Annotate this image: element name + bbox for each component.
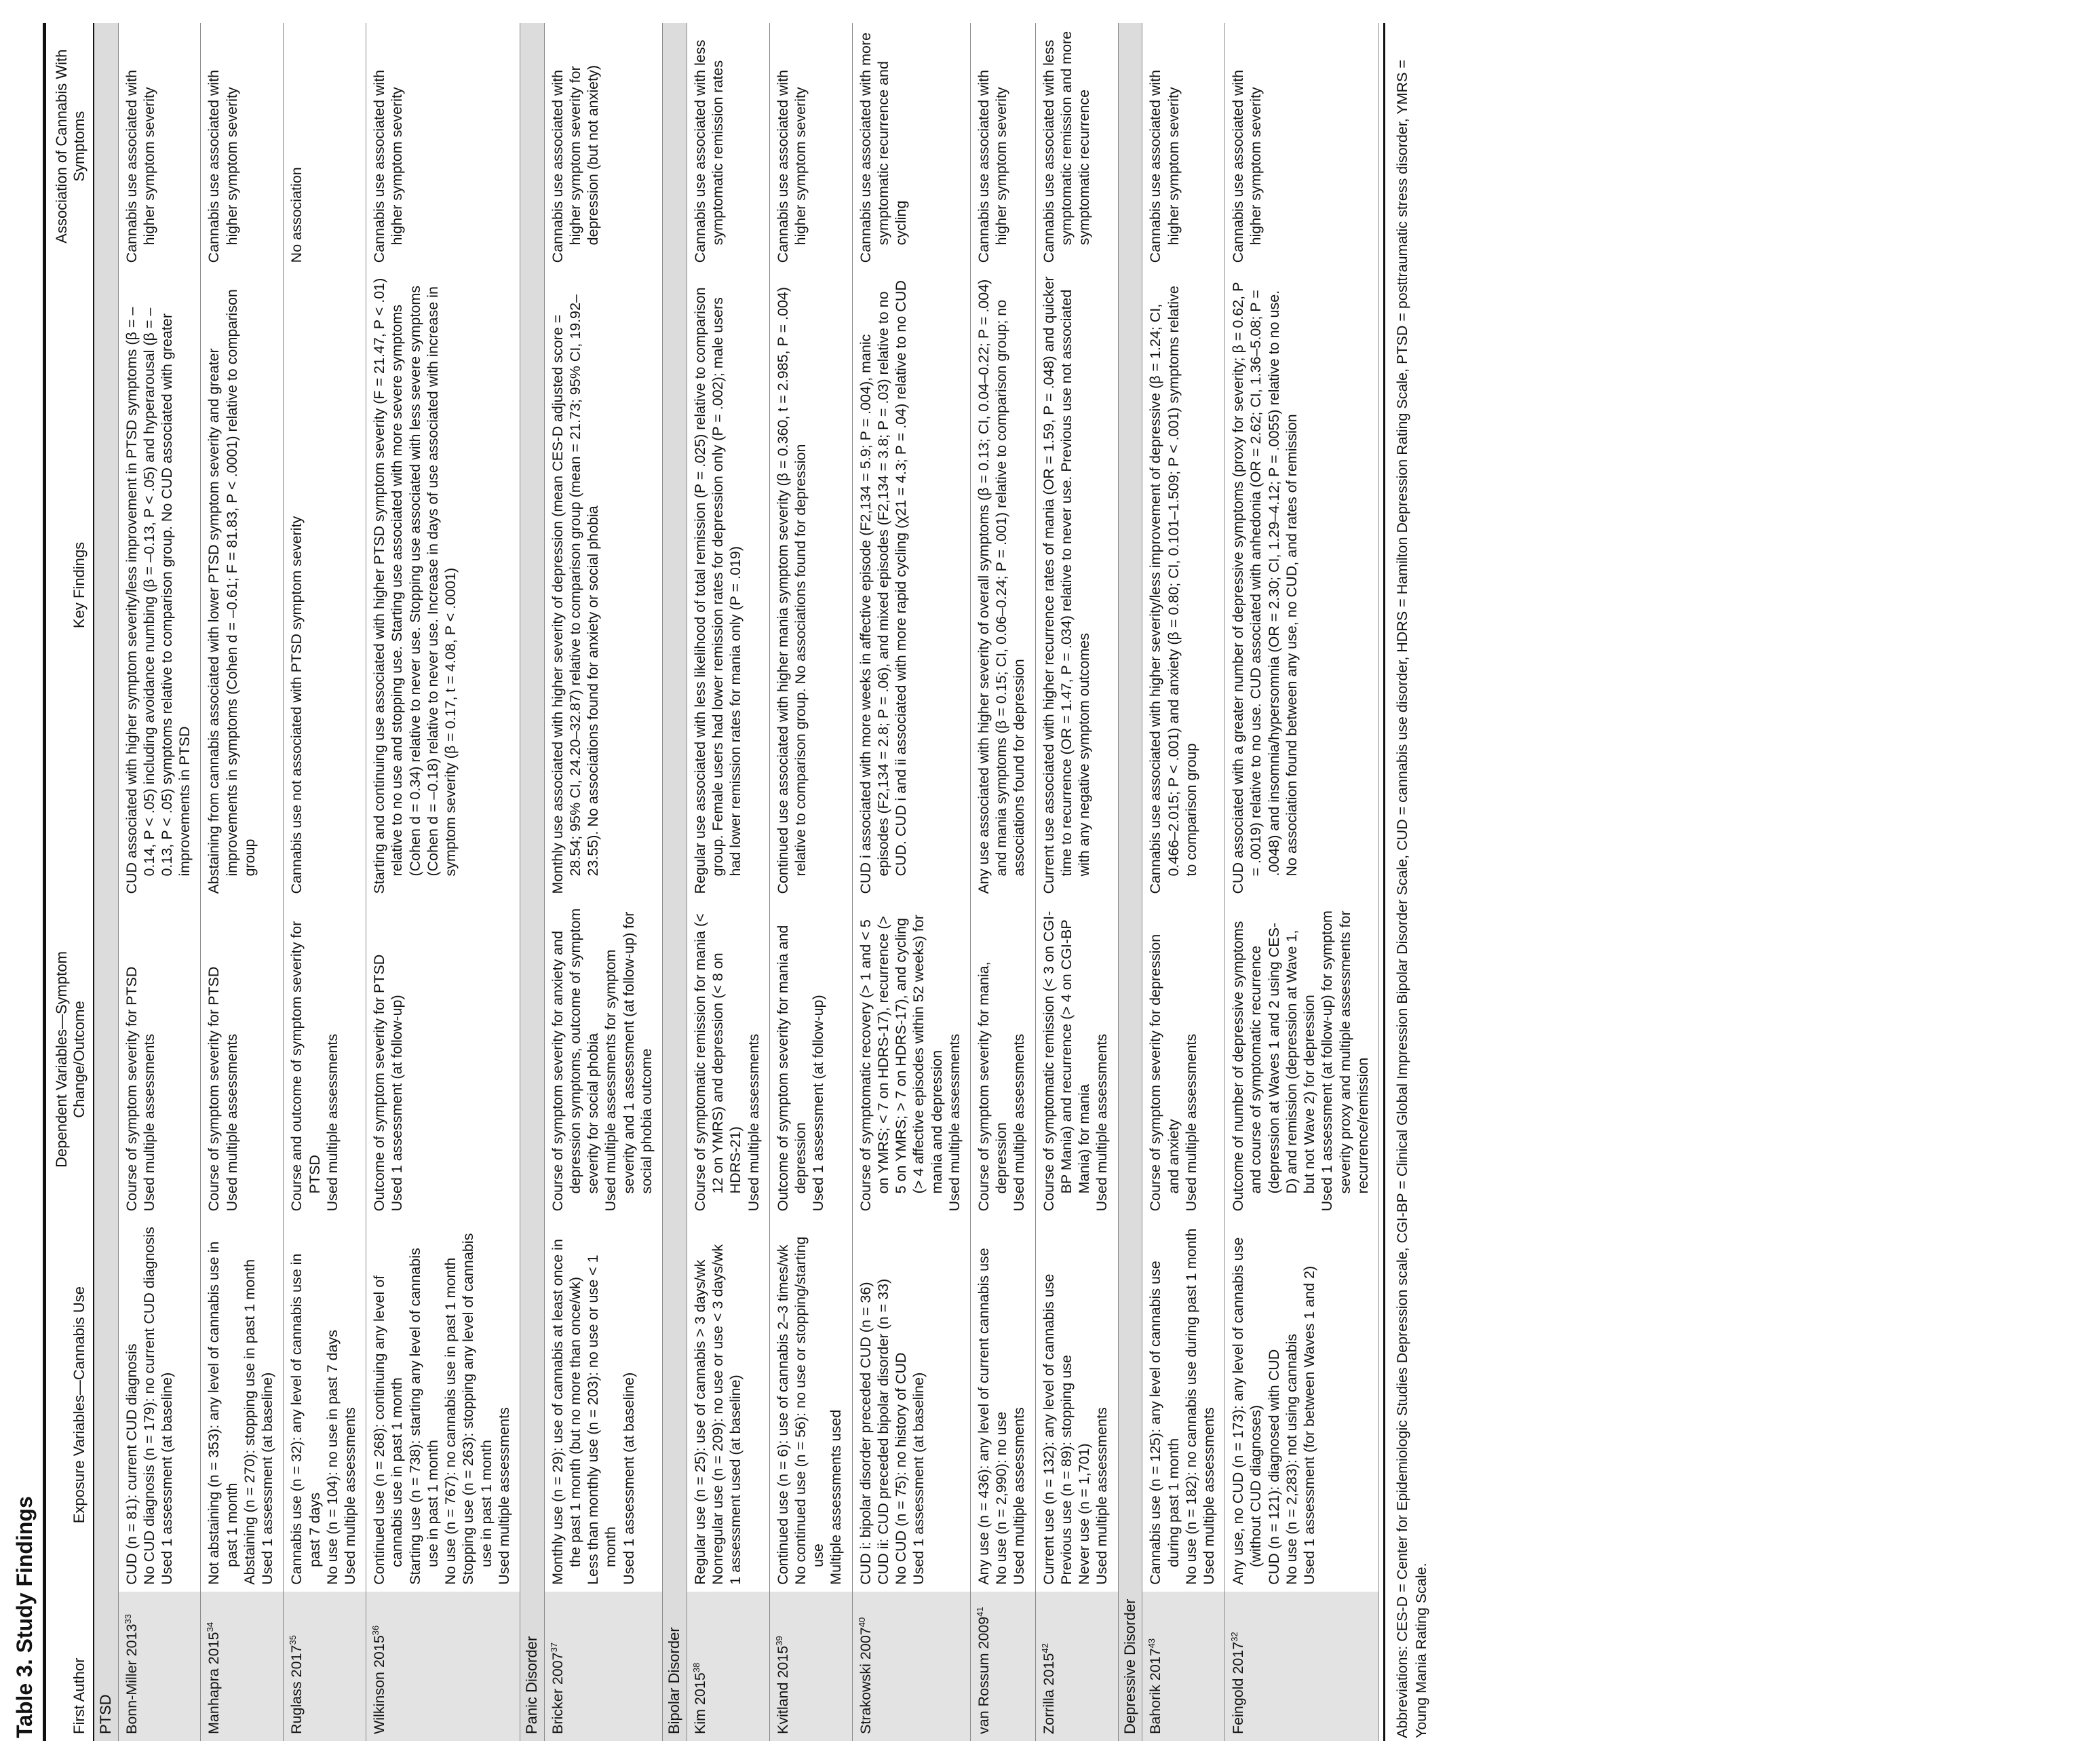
cell-line: Continued use associated with higher mania symptom severity (β = 0.360, t = 2.985, P = .004) relative to comparison group. No associations found for depression <box>774 286 809 894</box>
cell-line: Any use (n = 436): any level of current cannabis use <box>976 1248 992 1585</box>
cell-line: CUD associated with higher symptom severity/less improvement in PTSD symptoms (β = –0.14, P < .05) including avoidance numbing (β = –0.13, P < .05) and hyperarousal (β = –0.13, P < .05) symptoms relative to comparison group. No CUD associated with greater improvements in PTSD <box>123 307 193 894</box>
cell-line: No use (n = 767): no cannabis use in past 1 month <box>442 1257 459 1585</box>
reference-number: 32 <box>1229 1632 1240 1642</box>
cell-line: No use (n = 2,283): not using cannabis <box>1283 1333 1300 1585</box>
exposure-cell <box>687 1218 769 1591</box>
reference-number: 38 <box>691 1662 701 1673</box>
table-row <box>544 23 662 1741</box>
first-author-cell <box>118 1592 201 1741</box>
cell-line: Used 1 assessment (for between Waves 1 and 2) <box>1301 1265 1318 1585</box>
cell-line: Used multiple assessments <box>324 1033 341 1212</box>
section-label: Depressive Disorder <box>1118 23 1142 1741</box>
table-row <box>1142 23 1225 1741</box>
dependent-cell <box>366 901 520 1219</box>
exposure-cell <box>201 1218 284 1591</box>
cell-line: Used 1 assessment (at baseline) <box>620 1372 637 1585</box>
cell-line: Previous use (n = 89): stopping use <box>1058 1355 1075 1585</box>
reference-number: 34 <box>205 1622 216 1632</box>
key-findings-cell <box>1225 269 1379 900</box>
association-cell <box>852 23 970 269</box>
exposure-cell <box>544 1218 662 1591</box>
cell-line: No association <box>288 167 305 263</box>
cell-line: CUD i: bipolar disorder preceded CUD (n = 36) <box>857 1282 874 1585</box>
cell-line: Used multiple assessments <box>140 1033 157 1212</box>
cell-line: CUD (n = 121): diagnosed with CUD <box>1265 1349 1282 1585</box>
cell-line: CUD (n = 81): current CUD diagnosis <box>123 1343 140 1585</box>
cell-line: Used multiple assessments <box>342 1407 359 1585</box>
column-header-association: Association of Cannabis With Symptoms <box>49 23 94 269</box>
cell-line: Stopping use (n = 263): stopping any level of cannabis use in past 1 month <box>460 1233 495 1585</box>
reference-number: 37 <box>548 1642 559 1653</box>
cell-line: No use (n = 104): no use in past 7 days <box>324 1329 341 1585</box>
key-findings-cell <box>201 269 284 900</box>
cell-line: Less than monthly use (n = 203): no use or use < 1 month <box>585 1254 619 1585</box>
table-row <box>852 23 970 1741</box>
cell-line: No CUD (n = 75): no history of CUD <box>893 1352 910 1585</box>
cell-line: Cannabis use associated with higher symptom severity <box>123 69 157 263</box>
reference-number: 40 <box>856 1617 867 1628</box>
key-findings-cell <box>687 269 769 900</box>
author-name: Wilkinson 2015 <box>371 1635 388 1734</box>
first-author-cell <box>852 1592 970 1741</box>
cell-line: Current use associated with higher recurrence rates of mania (OR = 1.59, P = .048) and quicker time to recurrence (OR = 1.47, P = .034) relative to never use. Previous use not associated with any negative symptom outcomes <box>1040 276 1093 894</box>
section-label: PTSD <box>94 23 118 1741</box>
reference-number: 43 <box>1146 1638 1157 1649</box>
table-row <box>284 23 366 1741</box>
dependent-cell <box>769 901 852 1219</box>
table-row <box>201 23 284 1741</box>
first-author-cell <box>1225 1592 1379 1741</box>
exposure-cell <box>366 1218 520 1591</box>
cell-line: Cannabis use associated with higher symptom severity <box>371 69 406 263</box>
author-name: van Rossum 2009 <box>976 1616 992 1734</box>
first-author-cell <box>544 1592 662 1741</box>
cell-line: Used 1 assessment (at follow-up) <box>810 995 827 1212</box>
table-row <box>118 23 201 1741</box>
cell-line: Continued use (n = 268): continuing any level of cannabis use in past 1 month <box>371 1275 406 1585</box>
key-findings-cell <box>284 269 366 900</box>
exposure-cell <box>1225 1218 1379 1591</box>
author-name: Kvitland 2015 <box>774 1645 791 1734</box>
cell-line: Used multiple assessments <box>1011 1407 1028 1585</box>
reference-number: 35 <box>288 1635 298 1645</box>
cell-line: Cannabis use (n = 32): any level of cannabis use in past 7 days <box>288 1253 323 1585</box>
exposure-cell <box>284 1218 366 1591</box>
cell-line: Cannabis use associated with higher symptom severity for depression (but not anxiety) <box>549 64 602 263</box>
cell-line: Outcome of symptom severity for PTSD <box>371 954 388 1212</box>
association-cell <box>284 23 366 269</box>
section-header-row <box>94 23 118 1741</box>
table-body <box>94 23 1379 1741</box>
first-author-cell <box>971 1592 1036 1741</box>
cell-line: Never use (n = 1,701) <box>1076 1443 1093 1585</box>
cell-line: Used multiple assessments <box>946 1033 963 1212</box>
cell-line: Course of symptom severity for anxiety and depression symptoms, outcome of symptom severity for social phobia <box>549 908 602 1212</box>
key-findings-cell <box>769 269 852 900</box>
cell-line: No use (n = 182): no cannabis use during past 1 month <box>1182 1228 1199 1585</box>
cell-line: Course of symptomatic remission for mania (< 12 on YMRS) and depression (< 8 on HDRS-21) <box>691 913 744 1212</box>
reference-number: 39 <box>773 1636 784 1646</box>
cell-line: Used 1 assessment (at baseline) <box>159 1372 176 1585</box>
association-cell <box>769 23 852 269</box>
association-cell <box>118 23 201 269</box>
cell-line: Used multiple assessments <box>1094 1033 1111 1212</box>
first-author-cell <box>769 1592 852 1741</box>
cell-line: Used multiple assessments <box>495 1407 512 1585</box>
cell-line: Regular use (n = 25): use of cannabis > 3 days/wk <box>691 1259 708 1585</box>
cell-line: Used 1 assessment (at follow-up) for symptom severity proxy and multiple assessments for recurrence/remission <box>1319 910 1371 1212</box>
cell-line: Cannabis use associated with higher symptom severity <box>1147 69 1182 263</box>
first-author-cell <box>1035 1592 1118 1741</box>
association-cell <box>1035 23 1118 269</box>
cell-line: Course of symptom severity for PTSD <box>123 966 140 1212</box>
association-cell <box>366 23 520 269</box>
first-author-cell <box>1142 1592 1225 1741</box>
cell-line: Continued use (n = 6): use of cannabis 2–3 times/wk <box>774 1244 791 1585</box>
cell-line: Course and outcome of symptom severity for PTSD <box>288 921 323 1212</box>
key-findings-cell <box>118 269 201 900</box>
cell-line: 1 assessment used (at baseline) <box>727 1375 744 1585</box>
cell-line: Used multiple assessments <box>223 1033 240 1212</box>
reference-number: 42 <box>1039 1643 1050 1653</box>
section-header-row <box>1118 23 1142 1741</box>
cell-line: Used 1 assessment (at follow-up) <box>389 995 406 1212</box>
reference-number: 41 <box>974 1607 985 1617</box>
abbreviations-footnote: Abbreviations: CES-D = Center for Epidemiologic Studies Depression scale, CGI-BP = Clinical Global Impression Bipolar Disorder Scale, CUD = cannabis use disorder, HDRS = Hamilton Depression Rating Scale, PTSD = posttraumatic stress disorder, YMRS = Young Mania Rating Scale. <box>1383 23 1431 1741</box>
cell-line: CUD i associated with more weeks in affective episode (F2,134 = 5.9; P = .004), manic episodes (F2,134 = 2.8; P = .06), and mixed episodes (F2,134 = 3.8; P = .03) relative to no CUD. CUD i and ii associated with more rapid cycling (χ21 = 4.3; P = .04) relative to no CUD <box>857 280 910 894</box>
cell-line: Used multiple assessments <box>1182 1033 1199 1212</box>
cell-line: Cannabis use associated with less symptomatic remission rates <box>691 39 727 263</box>
cell-line: Outcome of number of depressive symptoms and course of symptomatic recurrence (depression at Waves 1 and 2 using CES-D) and remission (depression at Wave 1, but not Wave 2) for depression <box>1230 921 1318 1212</box>
table-row <box>769 23 852 1741</box>
dependent-cell <box>118 901 201 1219</box>
dependent-cell <box>1225 901 1379 1219</box>
cell-line: Regular use associated with less likelihood of total remission (P = .025) relative to comparison group. Female users had lower remission rates for depression only (P = .002); male users had lower remission rates for mania only (P = .019) <box>691 287 744 894</box>
cell-line: No continued use (n = 56): no use or stopping/starting use <box>792 1236 827 1585</box>
cell-line: Abstaining from cannabis associated with lower PTSD symptom severity and greater improvements in symptoms (Cohen d = –0.61; F = 81.83, P < .0001) relative to comparison group <box>206 289 258 894</box>
cell-line: Cannabis use not associated with PTSD symptom severity <box>288 516 305 894</box>
section-label: Bipolar Disorder <box>663 23 687 1741</box>
cell-line: Used 1 assessment (at baseline) <box>259 1372 276 1585</box>
dependent-cell <box>1142 901 1225 1219</box>
dependent-cell <box>852 901 970 1219</box>
cell-line: Cannabis use associated with higher symptom severity <box>774 69 809 263</box>
key-findings-cell <box>1035 269 1118 900</box>
table-row <box>366 23 520 1741</box>
cell-line: Used multiple assessments for symptom severity and 1 assessment (at follow-up) for social phobia outcome <box>602 911 655 1212</box>
cell-line: Course of symptomatic recovery (> 1 and < 5 on YMRS; < 7 on HDRS-17), recurrence (> 5 on YMRS; > 7 on HDRS-17), and cycling (> 4 affective episodes within 52 weeks) for mania and depression <box>857 915 945 1212</box>
cell-line: Cannabis use associated with more symptomatic recurrence and cycling <box>857 32 910 263</box>
association-cell <box>544 23 662 269</box>
section-label: Panic Disorder <box>520 23 544 1741</box>
column-header-first-author: First Author <box>49 1592 94 1741</box>
table-row <box>1225 23 1379 1741</box>
dependent-cell <box>687 901 769 1219</box>
cell-line: Cannabis use associated with less symptomatic remission and more symptomatic recurrence <box>1040 31 1093 263</box>
exposure-cell <box>1142 1218 1225 1591</box>
table-row <box>687 23 769 1741</box>
section-header-row <box>520 23 544 1741</box>
association-cell <box>971 23 1036 269</box>
study-findings-table <box>49 23 1379 1741</box>
first-author-cell <box>284 1592 366 1741</box>
first-author-cell <box>201 1592 284 1741</box>
dependent-cell <box>201 901 284 1219</box>
key-findings-cell <box>544 269 662 900</box>
cell-line: Used multiple assessments <box>1011 1033 1028 1212</box>
cell-line: Used 1 assessment (at baseline) <box>910 1372 927 1585</box>
column-header-exposure: Exposure Variables—Cannabis Use <box>49 1218 94 1591</box>
cell-line: Not abstaining (n = 353): any level of cannabis use in past 1 month <box>206 1241 240 1585</box>
cell-line: CUD associated with a greater number of depressive symptoms (proxy for severity; β = 0.62, P = .0019) relative to no use. CUD associated with anhedonia (OR = 2.62; CI, 1.36–5.08; P = .0048) and insomnia/hypersomnia (OR = 2.30; CI, 1.29–4.12; P = .0055) relative to no use. No association found between any use, no CUD, and rates of remission <box>1230 282 1300 894</box>
author-name: Bricker 2007 <box>549 1652 566 1734</box>
author-name: Kim 2015 <box>691 1672 708 1734</box>
association-cell <box>201 23 284 269</box>
dependent-cell <box>544 901 662 1219</box>
exposure-cell <box>852 1218 970 1591</box>
dependent-cell <box>971 901 1036 1219</box>
cell-line: Cannabis use associated with higher symptom severity <box>206 69 240 263</box>
exposure-cell <box>118 1218 201 1591</box>
cell-line: Used multiple assessments <box>1201 1407 1218 1585</box>
cell-line: No CUD diagnosis (n = 179): no current CUD diagnosis <box>140 1227 157 1585</box>
cell-line: Course of symptom severity for mania, depression <box>976 961 1010 1212</box>
reference-number: 33 <box>122 1614 133 1624</box>
cell-line: CUD ii: CUD preceded bipolar disorder (n = 33) <box>874 1278 891 1585</box>
cell-line: Cannabis use associated with higher severity/less improvement of depressive (β = 1.24; CI, 0.466–2.015; P < .001) and anxiety (β = 0.80; CI, 0.101–1.509; P < .001) symptoms relative to comparison group <box>1147 286 1199 894</box>
cell-line: Multiple assessments used <box>828 1409 845 1585</box>
exposure-cell <box>971 1218 1036 1591</box>
author-name: Bahorik 2017 <box>1147 1648 1164 1734</box>
cell-line: Cannabis use associated with higher symptom severity <box>1230 69 1265 263</box>
table-header <box>49 23 94 1741</box>
column-header-dependent: Dependent Variables—Symptom Change/Outcome <box>49 901 94 1219</box>
key-findings-cell <box>971 269 1036 900</box>
author-name: Bonn-Miller 2013 <box>123 1624 140 1734</box>
dependent-cell <box>1035 901 1118 1219</box>
author-name: Feingold 2017 <box>1230 1641 1247 1734</box>
association-cell <box>687 23 769 269</box>
key-findings-cell <box>366 269 520 900</box>
cell-line: Abstaining (n = 270): stopping use in past 1 month <box>241 1259 258 1585</box>
author-name: Ruglass 2017 <box>288 1645 305 1734</box>
cell-line: Any use associated with higher severity of overall symptoms (β = 0.13; CI, 0.04–0.22; P = .004) and mania symptoms (β = 0.15; CI, 0.06–0.24; P = .001) relative to comparison group; no associations found for depression <box>976 279 1028 894</box>
first-author-cell <box>366 1592 520 1741</box>
cell-line: Course of symptom severity for depression and anxiety <box>1147 934 1182 1212</box>
table-row <box>1035 23 1118 1741</box>
cell-line: Monthly use (n = 29): use of cannabis at least once in the past 1 month (but no more than once/wk) <box>549 1239 584 1585</box>
cell-line: No use (n = 2,990): no use <box>993 1411 1010 1585</box>
column-header-key-findings: Key Findings <box>49 269 94 900</box>
author-name: Zorrilla 2015 <box>1040 1653 1057 1734</box>
reference-number: 36 <box>370 1625 381 1636</box>
exposure-cell <box>1035 1218 1118 1591</box>
first-author-cell <box>687 1592 769 1741</box>
cell-line: Cannabis use (n = 125): any level of cannabis use during past 1 month <box>1147 1261 1182 1585</box>
cell-line: Any use, no CUD (n = 173): any level of cannabis use (without CUD diagnoses) <box>1230 1237 1265 1585</box>
key-findings-cell <box>1142 269 1225 900</box>
author-name: Manhapra 2015 <box>206 1632 223 1734</box>
author-name: Strakowski 2007 <box>857 1627 874 1734</box>
cell-line: Used multiple assessments <box>1094 1407 1111 1585</box>
cell-line: Course of symptomatic remission (< 3 on CGI-BP Mania) and recurrence (> 4 on CGI-BP Mania) for mania <box>1040 910 1093 1212</box>
cell-line: Starting and continuing use associated with higher PTSD symptom severity (F = 21.47, P < .01) relative to no use and stopping use. Starting use associated with more severe symptoms (Cohen d = 0.34) relative to never use. Stopping use associated with less severe symptoms (Cohen d = –0.18) relative to never use. Increase in days of use associated with increase in symptom severity (β = 0.17, t = 4.08, P < .0001) <box>371 277 459 894</box>
cell-line: Used multiple assessments <box>745 1033 762 1212</box>
cell-line: Outcome of symptom severity for mania and depression <box>774 925 809 1212</box>
cell-line: Cannabis use associated with higher symptom severity <box>976 69 1010 263</box>
cell-line: Nonregular use (n = 209): no use or use < 3 days/wk <box>710 1244 727 1585</box>
cell-line: Course of symptom severity for PTSD <box>206 966 223 1212</box>
section-header-row <box>663 23 687 1741</box>
table-title: Table 3. Study Findings <box>12 23 46 1741</box>
cell-line: Monthly use associated with higher severity of depression (mean CES-D adjusted score = 28.54; 95% CI, 24.20–32.87) relative to comparison group (mean = 21.73; 95% CI, 19.92–23.55). No associations found for anxiety or social phobia <box>549 294 602 894</box>
association-cell <box>1142 23 1225 269</box>
key-findings-cell <box>852 269 970 900</box>
cell-line: Starting use (n = 738): starting any level of cannabis use in past 1 month <box>406 1248 441 1585</box>
table-row <box>971 23 1036 1741</box>
dependent-cell <box>284 901 366 1219</box>
association-cell <box>1225 23 1379 269</box>
exposure-cell <box>769 1218 852 1591</box>
cell-line: Current use (n = 132): any level of cannabis use <box>1040 1273 1057 1585</box>
